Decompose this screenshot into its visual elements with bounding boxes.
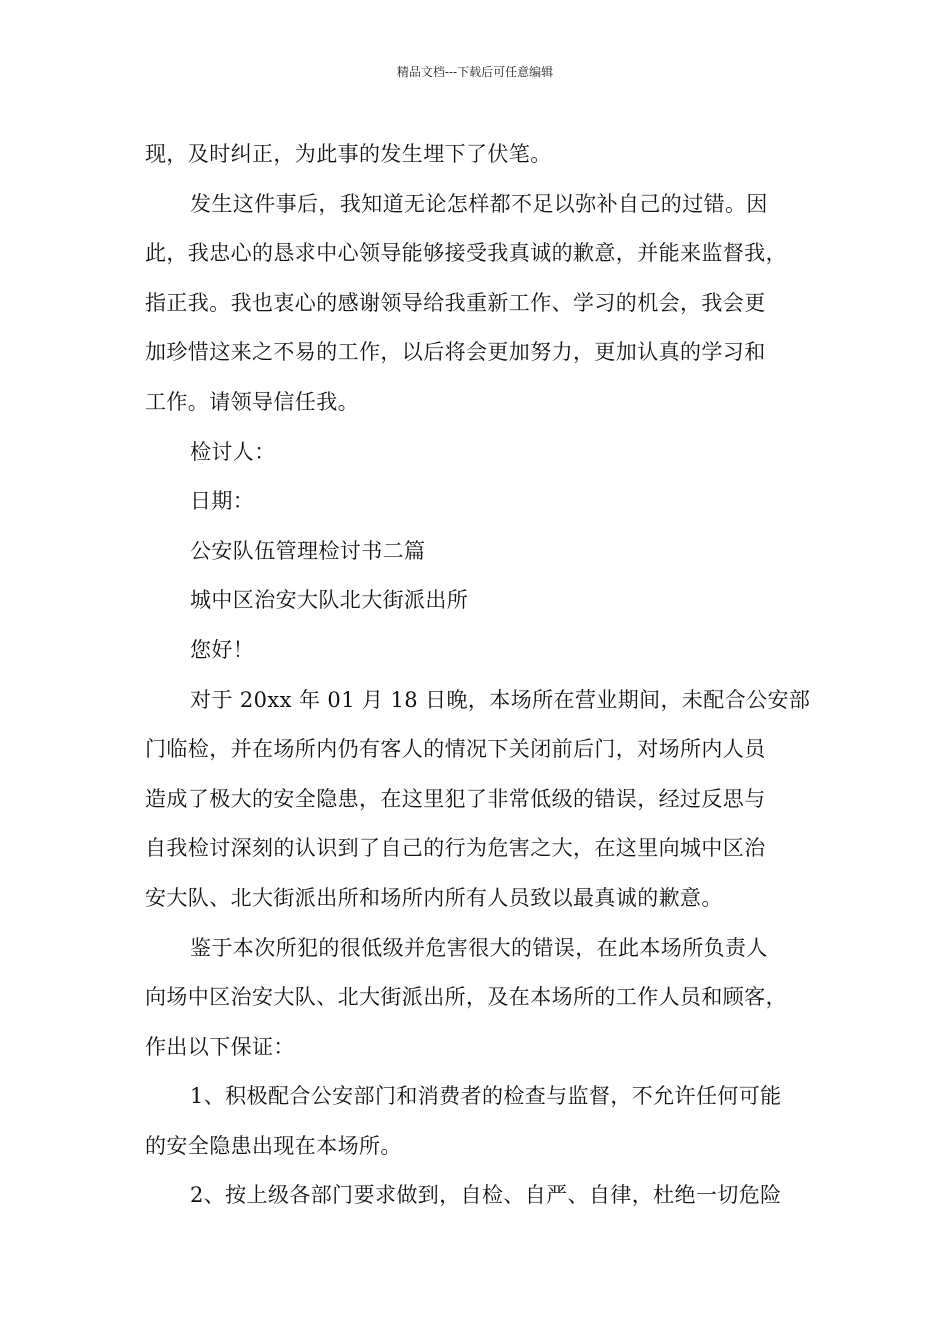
text-line: 城中区治安大队北大街派出所 xyxy=(190,588,469,613)
text-line: 公安队伍管理检讨书二篇 xyxy=(190,538,426,563)
text-line: 发生这件事后，我知道无论怎样都不足以弥补自己的过错。因 xyxy=(190,191,768,216)
text-line: 1、积极配合公安部门和消费者的检查与监督，不允许任何可能 xyxy=(190,1084,782,1109)
text-line: 加珍惜这来之不易的工作，以后将会更加努力，更加认真的学习和 xyxy=(145,340,766,365)
text-line: 日期： xyxy=(190,489,255,514)
text-line: 安大队、北大街派出所和场所内所有人员致以最真诚的歉意。 xyxy=(145,885,723,910)
text-line: 此，我忠心的恳求中心领导能够接受我真诚的歉意，并能来监督我， xyxy=(145,241,787,266)
text-line: 指正我。我也衷心的感谢领导给我重新工作、学习的机会，我会更 xyxy=(145,290,766,315)
text-line: 鉴于本次所犯的很低级并危害很大的错误，在此本场所负责人 xyxy=(190,935,768,960)
document-body xyxy=(145,130,825,1221)
text-line: 作出以下保证： xyxy=(145,1034,295,1059)
page-header: 精品文档---下载后可任意编辑 xyxy=(396,65,554,79)
text-line: 工作。请领导信任我。 xyxy=(145,389,359,414)
text-line: 的安全隐患出现在本场所。 xyxy=(145,1133,402,1158)
text-line: 2、按上级各部门要求做到，自检、自严、自律，杜绝一切危险 xyxy=(190,1183,782,1208)
text-line: 门临检，并在场所内仍有客人的情况下关闭前后门，对场所内人员 xyxy=(145,737,766,762)
text-line: 造成了极大的安全隐患，在这里犯了非常低级的错误，经过反思与 xyxy=(145,786,766,811)
text-line: 自我检讨深刻的认识到了自己的行为危害之大，在这里向城中区治 xyxy=(145,836,766,861)
text-line: 现，及时纠正，为此事的发生埋下了伏笔。 xyxy=(145,142,552,166)
text-line: 对于 20xx 年 01 月 18 日晚，本场所在营业期间，未配合公安部 xyxy=(190,687,811,712)
text-line: 您好！ xyxy=(190,637,255,662)
text-line: 向场中区治安大队、北大街派出所，及在本场所的工作人员和顾客， xyxy=(145,985,787,1010)
text-line: 检讨人： xyxy=(190,439,276,464)
